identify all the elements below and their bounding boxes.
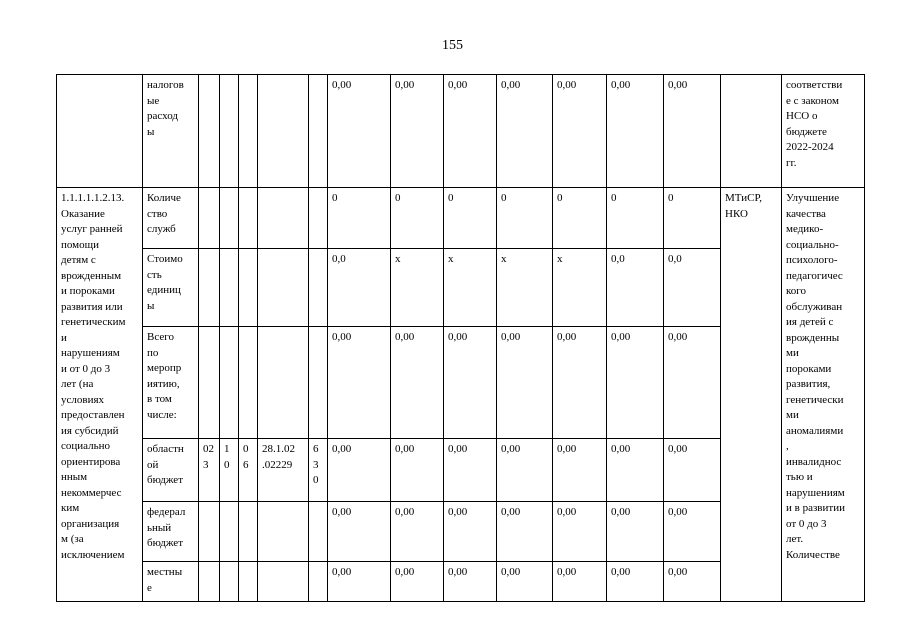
value-cell: 0,00 [391,75,444,188]
value-cell: 0 [328,188,391,249]
value-cell: 0,00 [328,502,391,562]
value-cell: 0,00 [607,502,664,562]
value-cell: 0,00 [664,562,721,602]
value-cell: 0,00 [328,439,391,502]
value-cell: 0,00 [444,327,497,439]
value-cell: 0,00 [391,562,444,602]
value-cell: 0,00 [497,75,553,188]
code-cell [199,502,220,562]
code-cell [199,75,220,188]
code-cell [239,562,258,602]
value-cell: 0,00 [328,75,391,188]
value-cell: 0,00 [444,75,497,188]
indicator-cell: Количе ство служб [143,188,199,249]
value-cell: 0,00 [444,439,497,502]
value-cell: 0 [553,188,607,249]
value-cell: 0,00 [391,502,444,562]
value-cell: х [553,249,607,327]
value-cell: 0,00 [607,562,664,602]
code-cell [239,249,258,327]
code-cell [309,188,328,249]
code-cell [309,249,328,327]
code-cell: 6 3 0 [309,439,328,502]
value-cell: 0,00 [607,327,664,439]
table-row [57,188,865,249]
code-cell [220,502,239,562]
executor-cell: МТиСР, НКО [721,188,782,602]
indicator-cell: федерал ьный бюджет [143,502,199,562]
code-cell [220,249,239,327]
budget-table [56,74,865,602]
value-cell: 0,00 [664,439,721,502]
code-cell [258,249,309,327]
code-cell [309,327,328,439]
code-cell [309,562,328,602]
code-cell: 28.1.02 .02229 [258,439,309,502]
value-cell: х [391,249,444,327]
value-cell: 0,00 [497,327,553,439]
code-cell [220,562,239,602]
code-cell [220,327,239,439]
code-cell: 1 0 [220,439,239,502]
value-cell: 0,00 [497,562,553,602]
value-cell: 0,00 [664,75,721,188]
value-cell: 0,00 [553,439,607,502]
value-cell: 0,00 [328,562,391,602]
value-cell: 0,00 [444,562,497,602]
value-cell: 0 [664,188,721,249]
value-cell: 0,00 [497,439,553,502]
value-cell: 0,0 [664,249,721,327]
value-cell: 0,00 [553,327,607,439]
result-cell: Улучшение качества медико- социально- психолого- педагогичес кого обслуживан ия детей с врожденны ми пороками развития, генетически ми аномалиями , инвалиднос тью и нарушениям и в развитии от 0 до 3 лет. Количестве [782,188,865,602]
indicator-cell: налогов ые расход ы [143,75,199,188]
code-cell [239,502,258,562]
code-cell: 0 6 [239,439,258,502]
value-cell: 0,00 [391,327,444,439]
code-cell [199,249,220,327]
indicator-cell: местны е [143,562,199,602]
value-cell: х [497,249,553,327]
table-row [57,75,865,188]
value-cell: 0,00 [553,562,607,602]
value-cell: 0,0 [607,249,664,327]
value-cell: 0 [607,188,664,249]
page-number: 155 [442,38,463,53]
value-cell: 0 [444,188,497,249]
value-cell: 0,00 [444,502,497,562]
value-cell: 0,00 [607,439,664,502]
measure-title-cell: 1.1.1.1.1.2.13. Оказание услуг ранней помощи детям с врожденным и пороками развития или генетическим и нарушениям и от 0 до 3 лет (на условиях предоставлен ия субсидий социально ориентирова нным некоммерчес ким организация м (за исключением [57,188,143,602]
value-cell: 0,00 [664,502,721,562]
result-cell: соответстви е с законом НСО о бюджете 2022-2024 гг. [782,75,865,188]
code-cell [309,502,328,562]
value-cell: 0,00 [607,75,664,188]
value-cell: 0,00 [664,327,721,439]
value-cell: 0,0 [328,249,391,327]
indicator-cell: Всего по меропр иятию, в том числе: [143,327,199,439]
code-cell [258,327,309,439]
value-cell: 0 [497,188,553,249]
value-cell: 0,00 [497,502,553,562]
code-cell: 02 3 [199,439,220,502]
code-cell [258,502,309,562]
value-cell: 0 [391,188,444,249]
indicator-cell: областн ой бюджет [143,439,199,502]
code-cell [220,75,239,188]
indicator-cell: Стоимо сть единиц ы [143,249,199,327]
code-cell [220,188,239,249]
value-cell: 0,00 [328,327,391,439]
code-cell [239,327,258,439]
code-cell [258,75,309,188]
value-cell: 0,00 [553,502,607,562]
code-cell [239,188,258,249]
code-cell [309,75,328,188]
code-cell [199,327,220,439]
code-cell [258,562,309,602]
measure-cell-empty [57,75,143,188]
value-cell: 0,00 [553,75,607,188]
value-cell: х [444,249,497,327]
code-cell [239,75,258,188]
code-cell [199,188,220,249]
value-cell: 0,00 [391,439,444,502]
executor-cell-empty [721,75,782,188]
code-cell [199,562,220,602]
code-cell [258,188,309,249]
